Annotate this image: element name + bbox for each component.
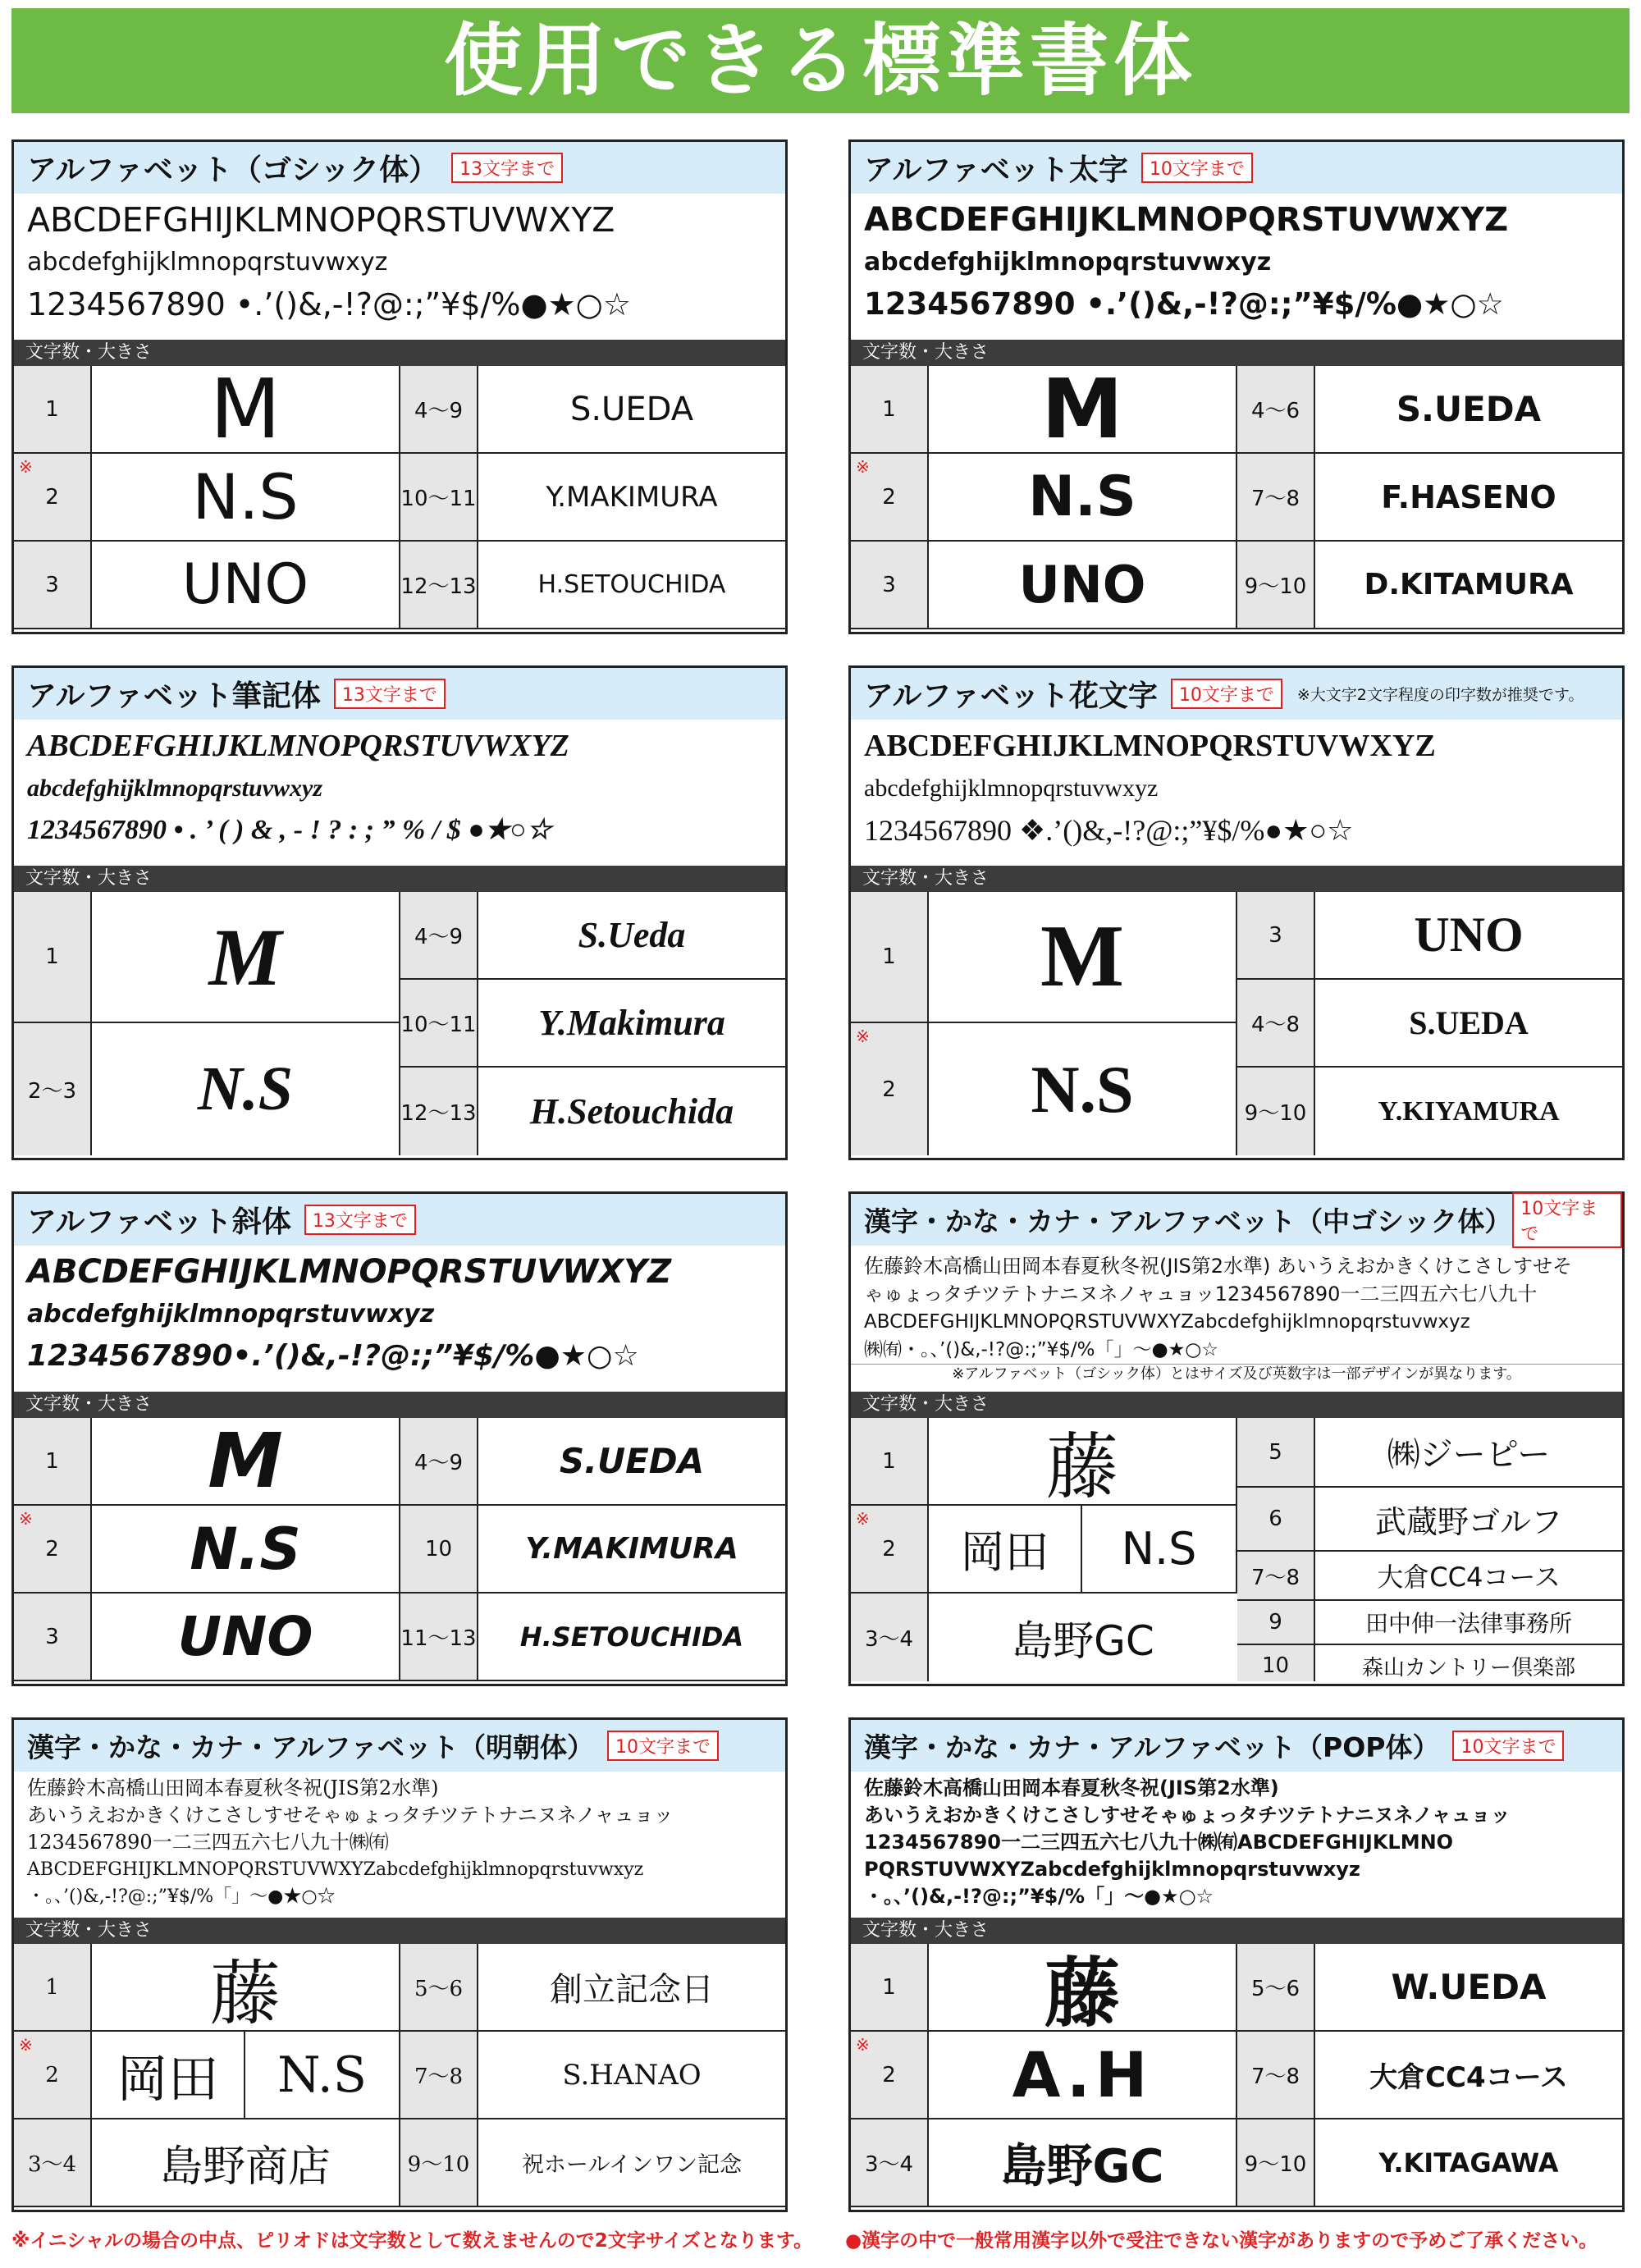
sample-cell: M — [929, 366, 1237, 454]
sample-lowercase: abcdefghijklmnopqrstuvwxyz — [27, 248, 388, 277]
sample-cell: A.H — [929, 2032, 1237, 2119]
sample-cell: H.SETOUCHIDA — [478, 542, 785, 629]
char-limit-badge: 10文字まで — [1141, 153, 1253, 183]
sample-stack — [1315, 1418, 1622, 1681]
sample-cell: Y.MAKIMURA — [478, 454, 785, 542]
sample-stack — [478, 892, 785, 1155]
sample-line: ABCDEFGHIJKLMNOPQRSTUVWXYZabcdefghijklmnopqrstuvwxyz — [27, 1859, 644, 1880]
sample-cell: 岡田 — [92, 2032, 245, 2118]
sample-cell: N.S — [929, 454, 1237, 542]
sample-cell: Y.KITAGAWA — [1315, 2119, 1622, 2207]
panel-script — [11, 665, 788, 1160]
panel-kanji-gothic — [848, 1191, 1625, 1686]
count-stack — [1237, 1418, 1314, 1681]
sample-cell: Y.Makimura — [478, 980, 785, 1068]
count-cell: 10 — [400, 1506, 478, 1594]
design-difference-note: ※アルファベット（ゴシック体）とはサイズ及び英数字は一部デザインが異なります。 — [851, 1364, 1622, 1384]
panel-title-bar — [851, 668, 1622, 720]
sample-line: 佐藤鈴木高橋山田岡本春夏秋冬祝(JIS第2水準) あいうえおかきくけこさしすせそ — [864, 1255, 1573, 1278]
count-cell: 1 — [851, 1418, 929, 1506]
count-cell: 7～8 — [1237, 454, 1315, 542]
count-cell: 3～4 — [14, 2119, 92, 2207]
count-value: 2 — [45, 484, 59, 510]
sample-digits: 1234567890 ❖.’()&,-!?@:;”¥$/%●★○☆ — [864, 814, 1354, 847]
note-mark: ※ — [856, 2035, 870, 2055]
panel-title-bar — [14, 1720, 785, 1772]
panel-bold — [848, 139, 1625, 634]
page-title: 使用できる標準書体 — [11, 8, 1630, 113]
size-table — [14, 366, 785, 629]
font-sample — [14, 720, 785, 866]
sample-split-cell — [92, 2032, 400, 2119]
recommendation-note: ※大文字2文字程度の印字数が推奨です。 — [1296, 686, 1584, 704]
count-column — [1237, 1418, 1315, 1681]
panel-title: アルファベット筆記体 — [27, 679, 321, 713]
count-cell: 4～8 — [1237, 980, 1314, 1068]
sample-cell: S.UEDA — [478, 366, 785, 454]
sample-line: ・。、’()&,-!?@:;”¥$/%「」〜●★○☆ — [864, 1885, 1214, 1908]
sample-column — [1315, 892, 1622, 1155]
sample-cell: S.UEDA — [1315, 980, 1622, 1068]
count-cell: 3 — [851, 542, 929, 629]
sample-cell: 藤 — [92, 1944, 400, 2032]
sample-uppercase: ABCDEFGHIJKLMNOPQRSTUVWXYZ — [27, 1253, 672, 1291]
sample-cell: 藤 — [929, 1418, 1237, 1506]
note-mark: ※ — [19, 457, 33, 477]
sample-cell: M — [92, 892, 400, 1023]
sample-cell: D.KITAMURA — [1315, 542, 1622, 629]
sample-line: 佐藤鈴木高橋山田岡本春夏秋冬祝(JIS第2水準) — [27, 1776, 439, 1799]
count-size-band: 文字数・大きさ — [14, 1392, 785, 1418]
sample-cell: 島野GC — [1012, 1616, 1154, 1665]
count-cell: 5 — [1237, 1418, 1314, 1488]
sample-cell: 武蔵野ゴルフ — [1315, 1488, 1622, 1552]
count-cell — [14, 454, 92, 542]
sample-column — [478, 892, 785, 1155]
sample-line: ゃゅょっタチツテトナニヌネノャュョッ1234567890一二三四五六七八九十 — [864, 1283, 1538, 1305]
panel-title: アルファベット（ゴシック体） — [27, 153, 439, 187]
count-cell: 9～10 — [1244, 1101, 1307, 1126]
sample-cell: 大倉CC4コース — [1315, 1552, 1622, 1601]
count-value: 2 — [882, 1077, 896, 1102]
sample-digits: 1234567890 •.’()&,-!?@:;”¥$/%●★○☆ — [864, 286, 1504, 322]
sample-cell: H.SETOUCHIDA — [478, 1594, 785, 1681]
sample-cell: W.UEDA — [1315, 1944, 1622, 2032]
font-sample — [14, 1246, 785, 1392]
sample-cell: 創立記念日 — [478, 1944, 785, 2032]
panel-mincho — [11, 1717, 788, 2212]
note-mark: ※ — [856, 1027, 870, 1046]
count-cell: 7～8 — [400, 2032, 478, 2119]
count-value: 2 — [45, 1536, 59, 1562]
char-limit-badge: 13文字まで — [334, 679, 446, 709]
sample-cell: F.HASENO — [1315, 454, 1622, 542]
sample-line: 1234567890一二三四五六七八九十㈱㈲ — [27, 1831, 389, 1854]
panel-title-bar — [851, 1194, 1622, 1246]
count-size-band: 文字数・大きさ — [851, 1918, 1622, 1944]
font-sample — [851, 1246, 1622, 1392]
count-cell — [851, 1506, 929, 1594]
sample-line: ABCDEFGHIJKLMNOPQRSTUVWXYZabcdefghijklmnopqrstuvwxyz — [864, 1311, 1470, 1333]
sample-line: ・。、’()&,-!?@:;”¥$/%「」〜●★○☆ — [27, 1886, 336, 1907]
count-cell: 3 — [14, 542, 92, 629]
count-cell: 10～11 — [400, 454, 478, 542]
sample-column — [1315, 1418, 1622, 1681]
sample-cell: M — [929, 892, 1237, 1023]
sample-split-cell — [929, 1506, 1237, 1594]
count-value: 2 — [882, 1536, 896, 1562]
count-size-band: 文字数・大きさ — [14, 866, 785, 892]
panel-title-bar — [14, 1194, 785, 1246]
count-cell: 5～6 — [1237, 1944, 1315, 2032]
count-value: 2 — [882, 484, 896, 510]
size-table — [851, 1944, 1622, 2207]
count-cell — [14, 2032, 92, 2119]
char-limit-badge: 10文字まで — [1452, 1731, 1564, 1761]
sample-line: あいうえおかきくけこさしすせそゃゅょっタチツテトナニヌネノャュョッ — [864, 1804, 1511, 1827]
sample-digits: 1234567890•.’()&,-!?@:;”¥$/%●★○☆ — [27, 1339, 639, 1373]
size-table — [14, 1944, 785, 2207]
sample-cell: ㈱ジーピー — [1315, 1418, 1622, 1488]
note-mark: ※ — [856, 457, 870, 477]
char-limit-badge: 10文字まで — [1512, 1192, 1622, 1248]
sample-cell: N.S — [92, 1506, 400, 1594]
sample-cell: Y.KIYAMURA — [1378, 1095, 1560, 1127]
count-cell: 1 — [851, 892, 929, 1023]
panel-pop — [848, 1717, 1625, 2212]
count-cell: 4～9 — [400, 892, 477, 980]
sample-cell: S.UEDA — [1315, 366, 1622, 454]
count-cell: 5～6 — [400, 1944, 478, 2032]
count-cell: 1 — [14, 366, 92, 454]
sample-cell: N.S — [929, 1023, 1237, 1155]
count-cell: 1 — [851, 1944, 929, 2032]
font-sample — [14, 194, 785, 340]
sample-lowercase: abcdefghijklmnopqrstuvwxyz — [27, 1300, 435, 1328]
panel-title-bar — [14, 668, 785, 720]
footer-note-initials: ※イニシャルの場合の中点、ピリオドは文字数として数えませんので2文字サイズとなります。 — [11, 2230, 813, 2252]
count-stack — [1237, 892, 1314, 1155]
count-cell: 10 — [1261, 1653, 1290, 1678]
sample-split — [929, 1506, 1236, 1592]
panel-title: アルファベット斜体 — [27, 1205, 291, 1239]
sample-cell: N.S — [277, 2046, 367, 2104]
sample-cell: 藤 — [929, 1944, 1237, 2032]
count-value: 2 — [882, 2062, 896, 2087]
sample-line: 1234567890一二三四五六七八九十㈱㈲ABCDEFGHIJKLMNO — [864, 1831, 1454, 1854]
sample-cell: 祝ホールインワン記念 — [478, 2119, 785, 2207]
sample-cell: N.S — [1121, 1523, 1197, 1575]
count-value: 2 — [45, 2062, 59, 2087]
sample-split — [92, 2032, 399, 2118]
sample-cell: 岡田 — [929, 1506, 1082, 1592]
sample-cell: Y.MAKIMURA — [478, 1506, 785, 1594]
count-cell: 7～8 — [1237, 2032, 1315, 2119]
count-column — [400, 892, 478, 1155]
count-size-band: 文字数・大きさ — [851, 340, 1622, 366]
panel-title: アルファベット花文字 — [864, 679, 1158, 713]
sample-cell: S.Ueda — [478, 892, 785, 980]
sample-digits: 1234567890 • . ’ ( ) & , - ! ? : ; ” % / $ ●★○☆ — [27, 815, 552, 845]
count-cell: 3 — [1237, 892, 1314, 980]
count-size-band: 文字数・大きさ — [851, 1392, 1622, 1418]
sample-cell: N.S — [92, 1023, 400, 1155]
count-cell: 3～4 — [851, 1594, 929, 1681]
char-limit-badge: 13文字まで — [451, 153, 563, 183]
size-table — [14, 892, 785, 1155]
sample-stack — [1315, 892, 1622, 1155]
sample-cell: 大倉CC4コース — [1315, 2032, 1622, 2119]
panel-title: 漢字・かな・カナ・アルファベット（POP体） — [864, 1731, 1440, 1763]
font-sample — [851, 194, 1622, 340]
sample-line: PQRSTUVWXYZabcdefghijklmnopqrstuvwxyz — [864, 1858, 1360, 1881]
count-size-band: 文字数・大きさ — [14, 340, 785, 366]
panel-title-bar — [851, 142, 1622, 194]
size-table — [14, 1418, 785, 1681]
count-size-band: 文字数・大きさ — [851, 866, 1622, 892]
sample-lowercase: abcdefghijklmnopqrstuvwxyz — [27, 775, 323, 802]
sample-uppercase: ABCDEFGHIJKLMNOPQRSTUVWXYZ — [27, 729, 569, 763]
panel-title: 漢字・かな・カナ・アルファベット（明朝体） — [27, 1731, 595, 1763]
count-cell: 11～13 — [400, 1594, 478, 1681]
footer-note-kanji: ●漢字の中で一般常用漢字以外で受注できない漢字がありますので予めご了承ください。 — [845, 2230, 1598, 2252]
sample-line: あいうえおかきくけこさしすせそゃゅょっタチツテトナニヌネノャュョッ — [27, 1804, 674, 1827]
sample-cell: S.UEDA — [478, 1418, 785, 1506]
count-cell: 9～10 — [400, 2119, 478, 2207]
size-table — [851, 366, 1622, 629]
note-mark: ※ — [19, 1509, 33, 1529]
sample-lowercase: abcdefghijklmnopqrstuvwxyz — [864, 248, 1272, 277]
count-column — [1237, 892, 1315, 1155]
count-cell: 9～10 — [1237, 2119, 1315, 2207]
sample-cell: UNO — [929, 542, 1237, 629]
count-cell: 7～8 — [1237, 1552, 1314, 1601]
count-cell: 12～13 — [400, 1101, 477, 1126]
sample-lowercase: abcdefghijklmnopqrstuvwxyz — [864, 775, 1159, 802]
panel-title-bar — [14, 142, 785, 194]
sample-cell: H.Setouchida — [529, 1091, 734, 1132]
char-limit-badge: 10文字まで — [607, 1731, 719, 1761]
sample-cell: UNO — [92, 542, 400, 629]
sample-cell: 田中伸一法律事務所 — [1315, 1601, 1622, 1645]
font-sample — [851, 1772, 1622, 1918]
note-mark: ※ — [19, 2035, 33, 2055]
count-cell: 4～6 — [1237, 366, 1315, 454]
count-cell: 1 — [14, 892, 92, 1023]
count-cell: 1 — [14, 1418, 92, 1506]
count-stack — [400, 892, 477, 1155]
count-cell: 6 — [1237, 1488, 1314, 1552]
sample-uppercase: ABCDEFGHIJKLMNOPQRSTUVWXYZ — [27, 200, 615, 240]
panel-gothic — [11, 139, 788, 634]
count-cell: 1 — [851, 366, 929, 454]
count-cell: 3～4 — [851, 2119, 929, 2207]
sample-cell: S.HANAO — [478, 2032, 785, 2119]
count-cell — [851, 2032, 929, 2119]
count-cell — [851, 454, 929, 542]
count-cell: 2～3 — [14, 1023, 92, 1155]
sample-cell: 森山カントリー倶楽部 — [1361, 1655, 1575, 1680]
panel-title: 漢字・かな・カナ・アルファベット（中ゴシック体） — [864, 1205, 1512, 1237]
sample-cell: M — [92, 1418, 400, 1506]
count-cell: 12～13 — [400, 542, 478, 629]
sample-cell: UNO — [92, 1594, 400, 1681]
count-cell: 10～11 — [400, 980, 477, 1068]
font-sample — [14, 1772, 785, 1918]
count-cell: 9～10 — [1237, 542, 1315, 629]
size-table — [851, 892, 1622, 1155]
sample-uppercase: ABCDEFGHIJKLMNOPQRSTUVWXYZ — [864, 201, 1509, 239]
sample-digits: 1234567890 •.’()&,-!?@:;”¥$/%●★○☆ — [27, 286, 631, 322]
count-cell: 9 — [1237, 1601, 1314, 1645]
count-size-band: 文字数・大きさ — [14, 1918, 785, 1944]
sample-cell: M — [92, 366, 400, 454]
char-limit-badge: 13文字まで — [304, 1205, 416, 1235]
panel-title-bar — [851, 1720, 1622, 1772]
panel-title: アルファベット太字 — [864, 153, 1128, 187]
panel-italic — [11, 1191, 788, 1686]
size-table — [851, 1418, 1622, 1681]
sample-uppercase: ABCDEFGHIJKLMNOPQRSTUVWXYZ — [864, 729, 1436, 763]
sample-cell: 島野GC — [929, 2119, 1237, 2207]
count-cell: 4～9 — [400, 1418, 478, 1506]
count-cell: 4～9 — [400, 366, 478, 454]
count-cell — [14, 1506, 92, 1594]
panel-blackletter — [848, 665, 1625, 1160]
font-sample — [851, 720, 1622, 866]
count-cell: 1 — [14, 1944, 92, 2032]
sample-cell: 島野商店 — [92, 2119, 400, 2207]
sample-cell: N.S — [92, 454, 400, 542]
sample-line: 佐藤鈴木高橋山田岡本春夏秋冬祝(JIS第2水準) — [864, 1776, 1279, 1799]
count-cell: 3 — [14, 1594, 92, 1681]
count-cell — [851, 1023, 929, 1155]
note-mark: ※ — [856, 1509, 870, 1529]
sample-cell: UNO — [1315, 892, 1622, 980]
sample-line: ㈱㈲・。、’()&,-!?@:;”¥$/%「」〜●★○☆ — [864, 1339, 1218, 1360]
char-limit-badge: 10文字まで — [1171, 679, 1282, 709]
